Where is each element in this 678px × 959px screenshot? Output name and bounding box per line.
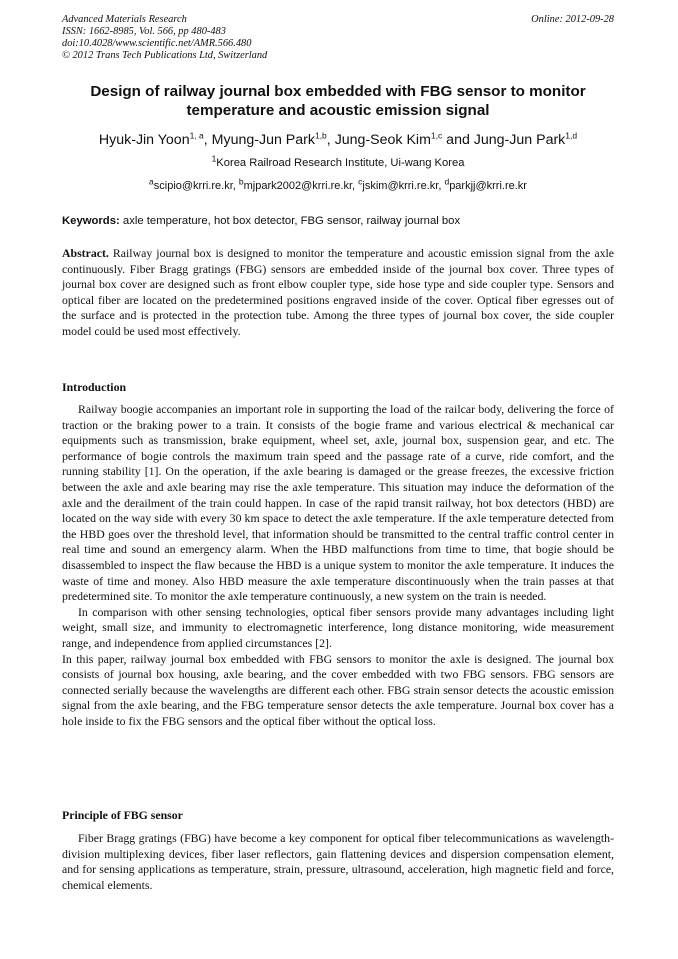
email-address[interactable]: scipio@krri.re.kr xyxy=(153,180,233,192)
email-sup: a xyxy=(149,176,154,187)
copyright-line: © 2012 Trans Tech Publications Ltd, Switzerland xyxy=(62,50,268,61)
email-address[interactable]: parkjj@krri.re.kr xyxy=(449,180,527,192)
email-sup: c xyxy=(358,176,363,187)
abstract-label: Abstract. xyxy=(62,246,109,260)
online-date: Online: 2012-09-28 xyxy=(531,14,614,25)
keywords xyxy=(62,214,614,228)
author-separator: , xyxy=(203,132,212,148)
email-address[interactable]: mjpark2002@krri.re.kr xyxy=(243,180,353,192)
affiliation-text: Korea Railroad Research Institute, Ui-wang Korea xyxy=(216,157,465,169)
author-affil-sup: 1,d xyxy=(565,130,578,141)
journal-header xyxy=(62,14,267,62)
paragraph: In this paper, railway journal box embedded with FBG sensors to monitor the axle is designed. The journal box consists of journal box housing, axle bearing, and the cover embedded with two FBG sensors. FBG sensors are connected serially because the wavelengths are different each other. FBG strain sensor detects the acoustic emission signal from the axle bearing, and the FBG temperature sensor detects the axle temperature. Journal box cover has a hole inside to fix the FBG sensors and the optical fiber without the optical loss. xyxy=(62,651,614,728)
paragraph: Fiber Bragg gratings (FBG) have become a key component for optical fiber telecommunications as wavelength-division multiplexing devices, fiber laser reflectors, gain flattening devices and dispersion compensation element, and for sensing applications as temperature, strain, pressure, ultrasound, acceleration, high magnetic field and force, chemical elements. xyxy=(62,831,614,892)
affiliation xyxy=(62,153,614,170)
paragraph: In comparison with other sensing technologies, optical fiber sensors provide many advantages including light weight, small size, and immunity to electromagnetic interference, long distance monitoring, wide measurement range, and independence from applied circumstances [2]. xyxy=(62,604,614,650)
email-list: $^a$scipio@krri.re.kr, $^b$mjpark2002@krri.re.kr, $^c$jskim@krri.re.kr, $^d$parkjj@krri.re.kr xyxy=(149,176,527,192)
author-affil-sup: 1,b xyxy=(314,130,327,141)
section-heading-introduction: Introduction xyxy=(62,380,127,394)
author-and: and xyxy=(442,132,474,148)
author-affil-sup: 1,c xyxy=(430,130,443,141)
email-sup: b xyxy=(238,176,244,187)
author-list xyxy=(62,131,614,149)
author-affil-sup: 1, a xyxy=(189,130,204,141)
author-name: Hyuk-Jin Yoon xyxy=(98,132,190,148)
email-address[interactable]: jskim@krri.re.kr xyxy=(362,180,439,192)
email-sup: d xyxy=(444,176,450,187)
abstract xyxy=(62,246,614,340)
principle-body xyxy=(62,831,614,893)
author-name: Myung-Jun Park xyxy=(211,132,315,148)
author-name: Jung-Jun Park xyxy=(473,132,566,148)
author-name: Jung-Seok Kim xyxy=(334,132,431,148)
section-heading-principle: Principle of FBG sensor xyxy=(62,808,183,822)
doi-line: doi:10.4028/www.scientific.net/AMR.566.480 xyxy=(62,38,252,49)
affiliation-sup: 1 xyxy=(211,153,217,164)
keywords-text: axle temperature, hot box detector, FBG sensor, railway journal box xyxy=(122,215,461,227)
author-separator: , xyxy=(326,132,335,148)
paper-title: Design of railway journal box embedded with FBG sensor to monitor temperature and acoustic emission signal xyxy=(90,83,586,119)
abstract-text: Railway journal box is designed to monitor the temperature and acoustic emission signal from the axle continuously. Fiber Bragg gratings (FBG) sensors are embedded inside of the journal box cover. Three types of journal box cover are designed such as front elbow coupler type, side hose type and side coupler type. Sensors and optical fiber are located on the predetermined positions engraved inside of the cover. Optical fiber egresses out of the surface and is protected in the protection tube. Among the three types of journal box cover, the side coupler model could be used most effectively. xyxy=(62,246,614,338)
issn-line: ISSN: 1662-8985, Vol. 566, pp 480-483 xyxy=(62,26,226,37)
keywords-label: Keywords: xyxy=(62,215,120,227)
paragraph: Railway boogie accompanies an important role in supporting the load of the railcar body, delivering the force of traction or the braking power to a train. It consists of the bogie frame and various electrical & mechanical car equipments such as transmission, brake equipment, wheel set, axle, journal box, suspension gear, and etc. The performance of bogie controls the maximum train speed and the passage rate of a curve, ride comfort, and the running stability [1]. On the operation, if the axle bearing is damaged or the grease freezes, the excessive friction between the axle and axle bearing may rise the axle temperature. This situation may induce the deformation of the axle and the derailment of the train could happen. In case of the rapid transit railway, hot box detectors (HBD) are located on the way side with every 30 km space to detect the axle temperature. If the axle temperature detected from the HBD goes over the threshold level, that information should be transmitted to the central traffic control center in real time and sound an emergency alarm. When the HBD malfunctions from time to time, that bogie should be disassembled to inspect the flaw because the HBD is a unique system to monitor the axle temperature. It induces the waste of time and money. Also HBD measure the axle temperature discontinuously when the train passes at that predetermined site. To monitor the axle temperature continuously, a new system on the train is needed. xyxy=(62,402,614,604)
introduction-body xyxy=(62,402,614,729)
journal-name: Advanced Materials Research xyxy=(62,14,187,25)
